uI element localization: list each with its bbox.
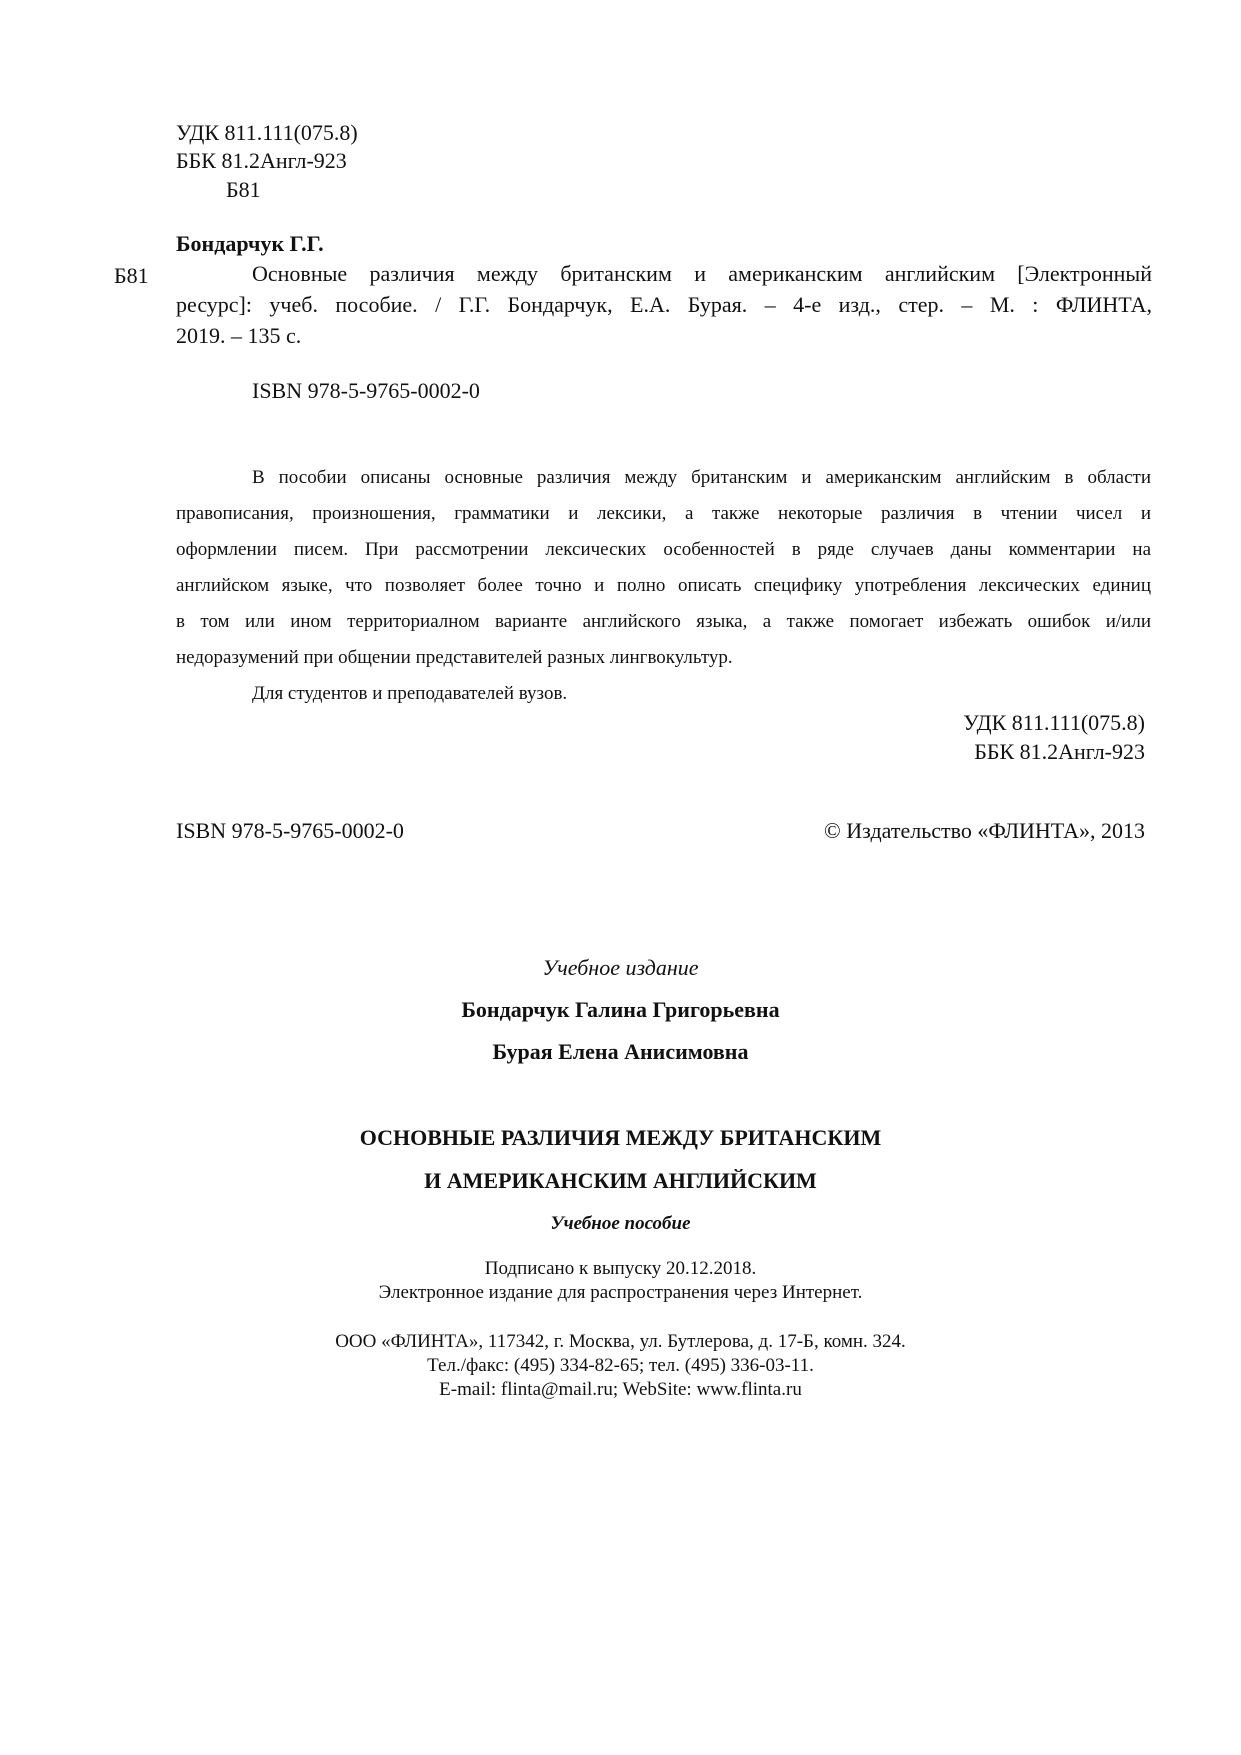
annotation-audience: Для студентов и преподавателей вузов.	[252, 683, 568, 704]
bib-line-3: 2019. – 135 с.	[176, 323, 302, 348]
annotation-line: В пособии описаны основные различия между британским и американским английским в области	[252, 467, 1151, 488]
bib-line-2: ресурс]: учеб. пособие. / Г.Г. Бондарчук, Е.А. Бурая. – 4-е изд., стер. – М. : ФЛИНТА,	[176, 292, 1152, 317]
header-bbk: ББК 81.2Англ-923	[176, 148, 347, 173]
bib-isbn: ISBN 978-5-9765-0002-0	[252, 378, 480, 403]
publisher-contacts: E-mail: flinta@mail.ru; WebSite: www.flinta.ru	[439, 1379, 802, 1400]
header-udk: УДК 811.111(075.8)	[176, 120, 358, 145]
copyright: © Издательство «ФЛИНТА», 2013	[824, 818, 1145, 843]
book-title-line-1: ОСНОВНЫЕ РАЗЛИЧИЯ МЕЖДУ БРИТАНСКИМ	[359, 1125, 882, 1150]
annotation-line: английском языке, что позволяет более точно и полно описать специфику употребления лексических единиц	[176, 575, 1151, 596]
annotation	[176, 460, 1151, 712]
bib-description	[176, 258, 1152, 351]
header-author-code: Б81	[226, 177, 261, 202]
bib-margin-code: Б81	[114, 263, 149, 288]
author-full-name-1: Бондарчук Галина Григорьевна	[461, 997, 780, 1022]
distribution-note: Электронное издание для распространения через Интернет.	[378, 1282, 863, 1303]
annotation-line: оформлении писем. При рассмотрении лексических особенностей в ряде случаев даны комментарии на	[176, 539, 1151, 560]
book-subtitle: Учебное пособие	[550, 1213, 691, 1234]
annotation-line: недоразумений при общении представителей разных лингвокультур.	[176, 647, 733, 668]
publisher-address: ООО «ФЛИНТА», 117342, г. Москва, ул. Бутлерова, д. 17-Б, комн. 324.	[335, 1331, 906, 1352]
classification-bbk: ББК 81.2Англ-923	[974, 739, 1145, 764]
classification-udk: УДК 811.111(075.8)	[963, 710, 1145, 735]
bib-author: Бондарчук Г.Г.	[176, 231, 324, 256]
author-full-name-2: Бурая Елена Анисимовна	[492, 1039, 749, 1064]
book-title-line-2: И АМЕРИКАНСКИМ АНГЛИЙСКИМ	[424, 1168, 817, 1193]
footer-isbn: ISBN 978-5-9765-0002-0	[176, 818, 404, 843]
edition-type: Учебное издание	[542, 955, 699, 980]
publisher-phones: Тел./факс: (495) 334-82-65; тел. (495) 336-03-11.	[427, 1355, 814, 1376]
annotation-line: правописания, произношения, грамматики и лексики, а также некоторые различия в чтении чисел и	[176, 503, 1151, 524]
annotation-line: в том или ином территориалном варианте английского языка, а также помогает избежать ошибок и/или	[176, 611, 1151, 632]
signed-date: Подписано к выпуску 20.12.2018.	[484, 1258, 757, 1279]
bib-line-1: Основные различия между британским и американским английским [Электронный	[252, 261, 1152, 286]
